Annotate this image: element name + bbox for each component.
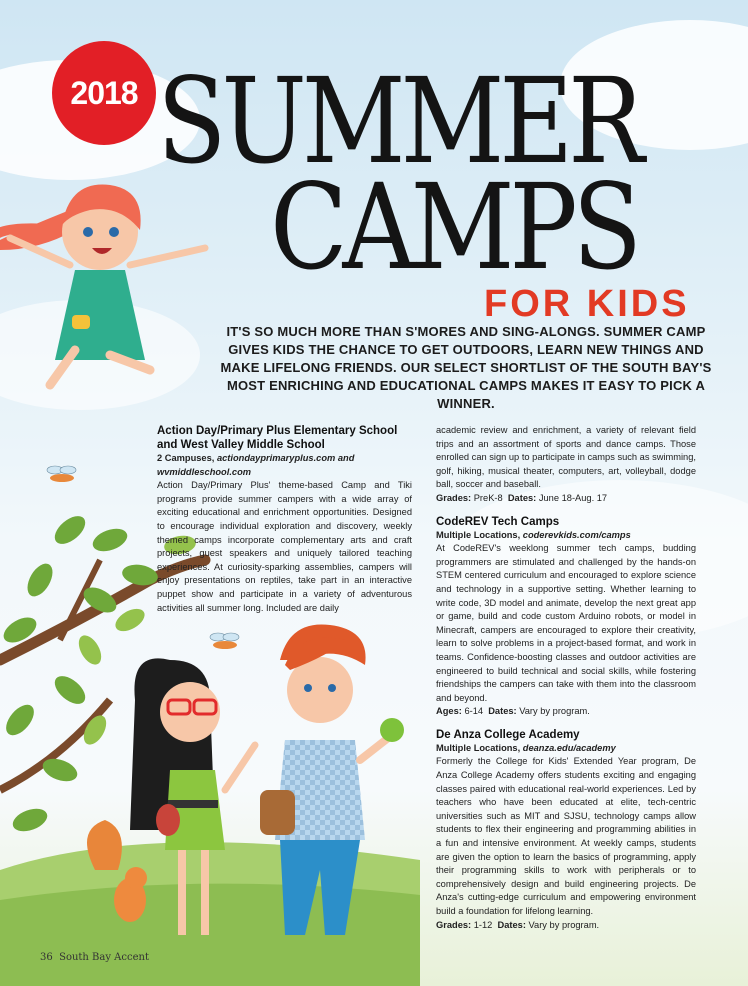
dragonfly-illustration bbox=[210, 633, 239, 649]
camp-meta: Ages: 6-14 Dates: Vary by program. bbox=[436, 706, 590, 717]
camp-entry-continued bbox=[436, 424, 696, 506]
year-badge: 2018 bbox=[52, 41, 156, 145]
camp-description: Action Day/Primary Plus' theme-based Camp and Tiki programs provide summer campers with a wide array of exciting educational and enrichment opportunities. Designed to encourage individual exploration and discovery, weekly themed camps incorporate complementary arts and craft projects, guest speakers and uniquely tailored teaching experiences. At curiosity-sparking assemblies, campers will enjoy presentations on reptiles, take part in an interactive puppet show and participate in a variety of adventurous activities all summer long. Included are daily bbox=[157, 480, 412, 613]
dragonfly-illustration bbox=[47, 466, 76, 482]
camp-locations: 2 Campuses, actiondayprimaryplus.com and wvmiddleschool.com bbox=[157, 453, 355, 477]
camp-locations: Multiple Locations, coderevkids.com/camps bbox=[436, 529, 631, 540]
title-line-camps: CAMPS bbox=[270, 158, 637, 296]
page-folio bbox=[40, 952, 149, 963]
camp-url[interactable]: coderevkids.com/camps bbox=[522, 529, 631, 540]
camp-name: De Anza College Academy bbox=[436, 728, 580, 741]
article-column-left bbox=[157, 424, 412, 615]
camp-entry bbox=[436, 728, 696, 932]
title-line-summer: SUMMER bbox=[157, 52, 640, 190]
camp-description: Formerly the College for Kids' Extended Year program, De Anza College Academy offers students exciting and engaging classes paired with educational real-world experiences. Led by teachers who have been educated at elite, tech-centric universities such as MIT and SJSU, technology camps allow students to flex their engineering and programming abilities in a fun and intensive environment. At weekly camps, students are given the option to learn the basics of programming, apply their programming skills to work with peripherals or to comprehensively design and build engineering projects. De Anza's cutting-edge curriculum and empowering environment build a foundation for lifelong learning. bbox=[436, 756, 696, 916]
camp-name: CodeREV Tech Camps bbox=[436, 515, 560, 528]
camp-description: At CodeREV's weeklong summer tech camps, budding programmers are stimulated and challenged by the hands-on STEM centered curriculum and encouraged to explore science and technology in a supportive setting. Whether learning to write code, 3D model and animate, develop the next great app or game, build and code custom Arduino robots, or model in Minecraft, campers are encouraged to explore their creativity, learn to solve problems in a project-based format, and work in teams. Confidence-boosting classes and outdoor activities are engineered to build technical and social skills, while fostering friendships the campers can take with them into the classroom and beyond. bbox=[436, 543, 696, 703]
jumping-girl-illustration bbox=[0, 185, 205, 386]
camp-meta: Grades: 1-12 Dates: Vary by program. bbox=[436, 919, 600, 930]
camp-name: Action Day/Primary Plus Elementary School and West Valley Middle School bbox=[157, 425, 398, 451]
publication-name: South Bay Accent bbox=[59, 952, 149, 963]
title-line-for-kids: FOR KIDS bbox=[484, 283, 690, 325]
camp-url[interactable]: actiondayprimaryplus.com and wvmiddleschool.com bbox=[157, 453, 355, 477]
camp-url[interactable]: deanza.edu/academy bbox=[522, 742, 616, 753]
camp-locations: Multiple Locations, deanza.edu/academy bbox=[436, 742, 616, 753]
article-column-right bbox=[436, 424, 696, 932]
camp-description-continued: academic review and enrichment, a variety of relevant field trips and an assortment of sports and dance camps. Those enrolled can sign up to participate in camps such as swimming, golf, hiking, musical theater, computers, art, volleyball, dodge ball, soccer and baseball. bbox=[436, 425, 696, 490]
camp-entry bbox=[436, 515, 696, 719]
camp-meta: Grades: PreK-8 Dates: June 18-Aug. 17 bbox=[436, 492, 608, 503]
page-number: 36 bbox=[40, 952, 53, 963]
camp-entry bbox=[157, 424, 412, 615]
intro-deck: IT'S SO MUCH MORE THAN S'MORES AND SING-ALONGS. SUMMER CAMP GIVES KIDS THE CHANCE TO GET OUTDOORS, LEARN NEW THINGS AND MAKE LIFELONG FRIENDS. OUR SELECT SHORTLIST OF THE SOUTH BAY'S MOST ENRICHING AND EDUCATIONAL CAMPS MAKES IT EASY TO PICK A WINNER. bbox=[220, 324, 712, 411]
